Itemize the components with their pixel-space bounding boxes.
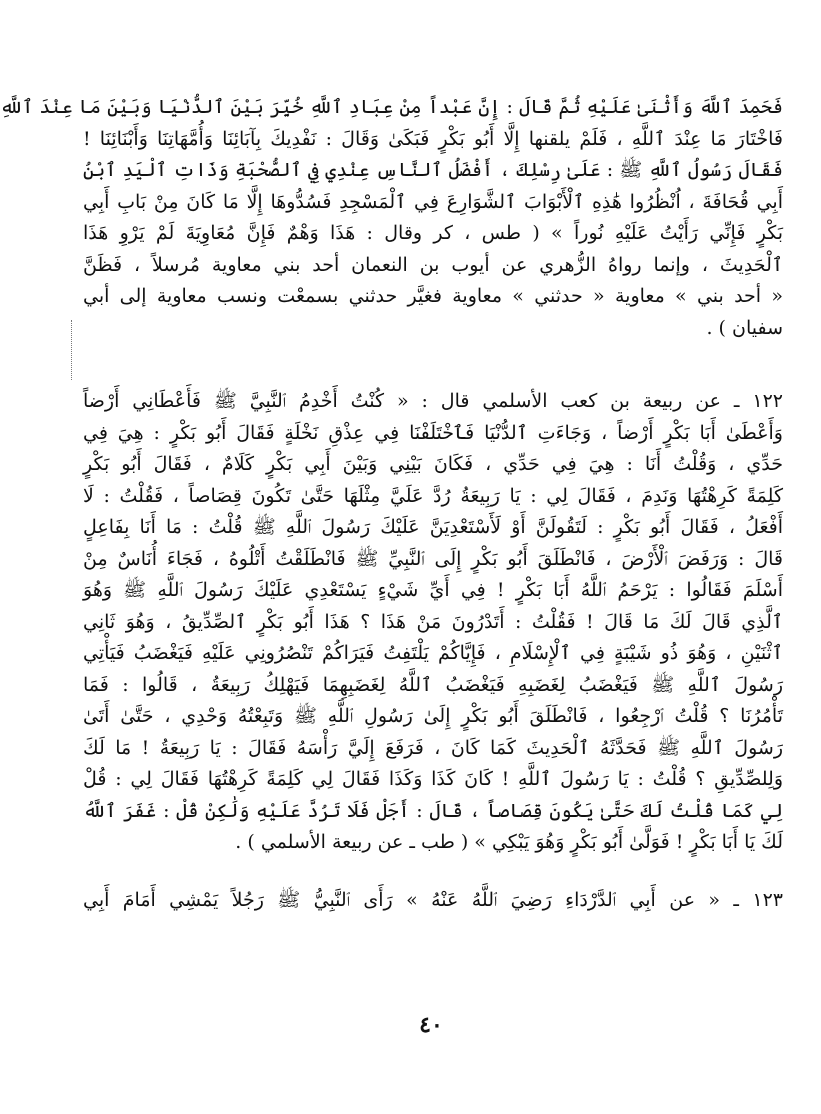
text-line: فَحَمِدَ ٱللَّهَ وَأَثْنَىٰ عَلَيْهِ ثُمَّ قَالَ : إِنَّ عَبْداً مِنْ عِبَادِ ٱللَّهِ خُيِّرَ بَيْنَ ٱلدُّنْيَا وَبَيْنَ مَا عِنْدَ ٱللَّهِ (0, 96, 783, 118)
text-line: أَسْلَمَ فَقَالُوا : يَرْحَمُ ٱللَّهُ أَبَا بَكْرٍ ! فِي أَيِّ شَيْءٍ يَسْتَعْدِي عَلَيْكَ رَسُولَ ٱللَّهِ ﷺ وَهُوَ (83, 579, 783, 601)
text-line: « أحد بني » معاوية « حدثني » معاوية فغيَّر حدثني بسمعْت ونسب معاوية إلى أبي (83, 285, 783, 307)
paragraph-spacer (83, 344, 783, 386)
text-line: لِي كَمَا قُلْتُ لَكَ حَتَّىٰ يَكُونَ قِصَاصاً ، قَالَ : أَجَلْ فَلَا تَرُدَّ عَلَيْهِ وَلَٰكِنْ قُلْ : غَفَرَ ٱللَّهُ (83, 799, 783, 822)
text-line: تَأْمُرُنَا ؟ قُلْتُ ٱرْجِعُوا ، فَانْطَلَقَ أَبُو بَكْرٍ إِلَىٰ رَسُولِ ٱللَّهِ ﷺ وَتَبِعْتُهُ وَحْدِي ، حَتَّىٰ أَتَىٰ (83, 705, 783, 727)
text-line: لَكَ يَا أَبَا بَكْرٍ ! فَوَلَّىٰ أَبُو بَكْرٍ وَهُوَ يَبْكِي » ( طب ـ عن ربيعة الأسلمي ) . (235, 831, 783, 853)
text-line: رَسُولَ ٱللَّهِ ﷺ فَيَغْضَبُ لِغَضَبِهِ فَيَغْضَبُ ٱللَّهُ لِغَضَبِهِمَا فَيَهْلِكُ رَبِيعَةُ ، قَالُوا : فَمَا (83, 673, 783, 696)
text-line: بَكْرٍ فَإِنِّي رَأَيْتُ عَلَيْهِ نُوراً » ( طس ، كر وقال : هَذَا وَهْمٌ فَإِنَّ مُعَاوِيَةَ لَمْ يَرْوِ هَذَا (83, 222, 783, 244)
text-line: سفيان ) . (706, 316, 783, 339)
text-line: ٱلَّذِي قَالَ لَكَ مَا قَالَ ! فَقُلْتُ : أَتَدْرُونَ مَنْ هَذَا ؟ هَذَا أَبُو بَكْرٍ ٱلصِّدِّيقُ ، وَهُوَ ثَانِي (83, 610, 783, 633)
text-line: أَبِي قُحَافَةَ ، اُنْظُرُوا هَٰذِهِ ٱلْأَبْوَابَ ٱلشَّوَارِعَ فِي ٱلْمَسْجِدِ فَسُدُّوهَا إِلَّا مَا كَانَ مِنْ بَابِ أَبِي (83, 190, 783, 213)
page-text-body (0, 92, 783, 1092)
paragraph-122 (83, 386, 783, 859)
text-line: فَاخْتَارَ مَا عِنْدَ ٱللَّهِ ، فَلَمْ يلقنها إِلَّا أَبُو بَكْرٍ فَبَكَىٰ وَقَالَ : نَفْدِيكَ بِآبَائِنَا وَأُمَّهَاتِنَا وَأَبْنَائِنَا ! (83, 127, 783, 150)
text-line: ٱلْحَدِيثَ ، وإنما رواهُ الزُّهري عن أيوب بن النعمان أحد بني معاوية مُرسلاً ، فَظَنَّ (83, 253, 783, 276)
text-line: حَدِّي ، وَقُلْتُ أَنَا : هِيَ فِي حَدِّي ، فَكَانَ بَيْنِي وَبَيْنَ أَبِي بَكْرٍ كَلَامٌ ، فَقَالَ أَبُو بَكْرٍ (83, 453, 783, 475)
text-line: كَلِمَةً كَرِهْتُهَا وَنَدِمَ ، فَقَالَ لِي : يَا رَبِيعَةُ رُدَّ عَلَيَّ مِثْلَهَا حَتَّىٰ تَكُونَ قِصَاصاً ، فَقُلْتُ : لَا (83, 484, 783, 507)
paragraph-121-continuation (0, 92, 783, 344)
text-line: وَلِلصِّدِّيقِ ؟ قُلْتُ : يَا رَسُولَ ٱللَّهِ ! كَانَ كَذَا وَكَذَا فَقَالَ لِي كَلِمَةً كَرِهْتُهَا فَقَالَ لِي : قُلْ (83, 768, 783, 790)
text-line: رَسُولَ ٱللَّهِ ﷺ فَحَدَّثَهُ ٱلْحَدِيثَ كَمَا كَانَ ، فَرَفَعَ إِلَيَّ رَأْسَهُ فَقَالَ : يَا رَبِيعَةُ ! مَا لَكَ (83, 736, 783, 759)
text-line: وَأَعْطَىٰ أَبَا بَكْرٍ أَرْضاً ، وَجَاءَتِ ٱلدُّنْيَا فَٱخْتَلَفْنَا فِي عِذْقِ نَخْلَةٍ فَقَالَ أَبُو بَكْرٍ : هِيَ فِي (83, 421, 783, 444)
text-line: فَقَالَ رَسُولُ ٱللَّهِ ﷺ : عَلَىٰ رِسْلِكَ ، أَفْضَلُ ٱلنَّاسِ عِنْدِي فِي ٱلصُّحْبَةِ وَذَاتِ ٱلْيَدِ ٱبْنُ (83, 159, 783, 181)
text-line: أَفْعَلُ ، فَقَالَ أَبُو بَكْرٍ : لَتَقُولَنَّ أَوْ لَأَسْتَعْدِيَنَّ عَلَيْكَ رَسُولَ ٱللَّهِ ﷺ قُلْتُ : مَا أَنَا بِفَاعِلٍ (83, 516, 783, 538)
text-line: قَالَ : وَرَفَضَ ٱلْأَرْضَ ، فَانْطَلَقَ أَبُو بَكْرٍ إِلَى ٱلنَّبِيِّ ﷺ فَانْطَلَقْتُ أَتْلُوهُ ، فَجَاءَ أُنَاسٌ مِنْ (83, 547, 783, 570)
text-line: ٱثْنَيْنِ ، وَهُوَ ذُو شَيْبَةٍ فِي ٱلْإِسْلَامِ ، فَإِيَّاكُمْ يَلْتَفِتُ فَيَرَاكُمْ تَنْصُرُونِي عَلَيْهِ فَيَغْضَبُ فَيَأْتِي (83, 642, 783, 664)
paragraph-123 (83, 885, 783, 917)
page-number: ٤٠ (419, 1012, 443, 1038)
paragraph-spacer (83, 859, 783, 885)
text-line: ١٢٣ ـ « عن أَبِي ٱلدَّرْدَاءِ رَضِيَ ٱللَّهُ عَنْهُ » رَأَى ٱلنَّبِيُّ ﷺ رَجُلاً يَمْشِي أَمَامَ أَبِي (83, 888, 783, 911)
margin-dotted-mark (71, 320, 72, 380)
text-line: ١٢٢ ـ عن ربيعة بن كعب الأسلمي قال : « كُنْتُ أَخْدِمُ ٱلنَّبِيَّ ﷺ فَأَعْطَانِي أَرْضاً (83, 390, 783, 412)
